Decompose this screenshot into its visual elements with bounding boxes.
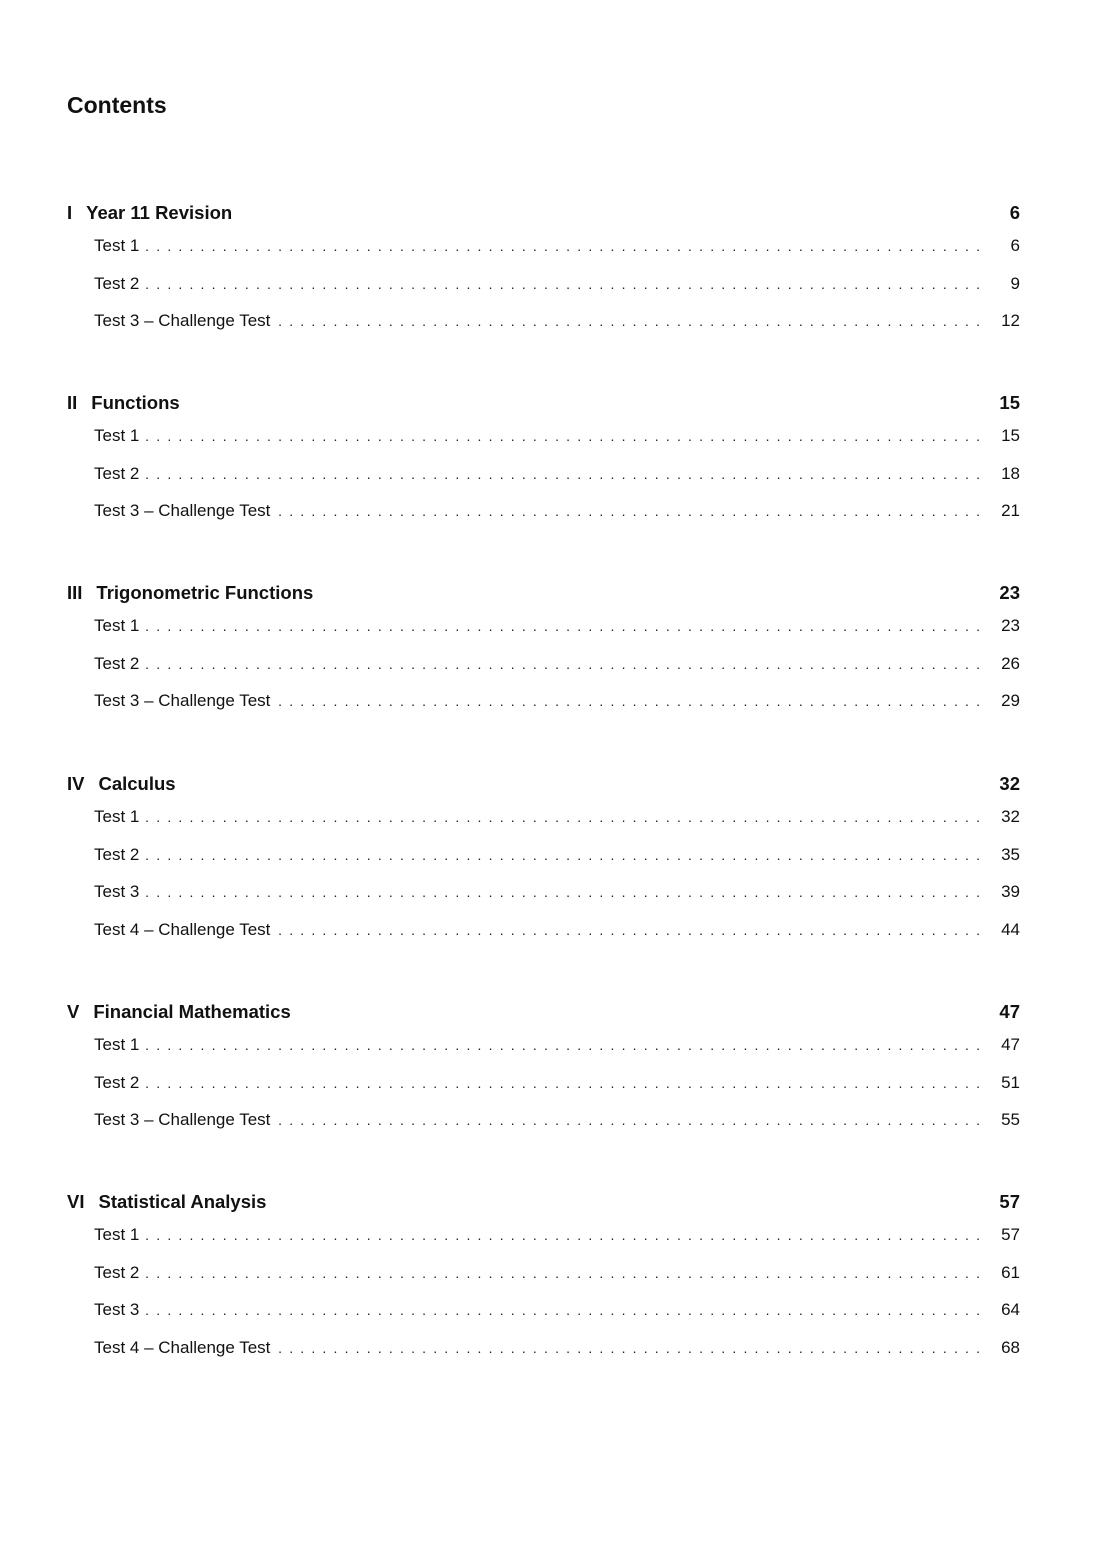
toc-part-heading[interactable] <box>67 1001 1020 1025</box>
part-title: Year 11 Revision <box>86 202 233 223</box>
part-page-number: 23 <box>999 582 1020 603</box>
entry-page-number: 23 <box>1001 616 1020 635</box>
entry-title: Test 4 – Challenge Test <box>94 1337 271 1357</box>
toc-entry[interactable] <box>94 1338 1020 1376</box>
dot-leader <box>276 503 980 519</box>
toc-entry[interactable] <box>94 1263 1020 1301</box>
entry-title: Test 1 <box>94 807 140 826</box>
entry-page-number: 18 <box>1001 463 1020 483</box>
toc-entries <box>67 1035 1020 1148</box>
dot-leader <box>145 656 980 672</box>
dot-leader <box>276 693 980 709</box>
dot-leader <box>145 809 980 825</box>
entry-title: Test 1 <box>94 1035 140 1054</box>
part-page-number: 57 <box>999 1191 1020 1212</box>
entry-title: Test 2 <box>94 844 140 864</box>
entry-page-number: 15 <box>1001 426 1020 445</box>
dot-leader <box>145 884 980 900</box>
dot-leader <box>145 1037 980 1053</box>
entry-page-number: 21 <box>1001 501 1020 520</box>
entry-page-number: 44 <box>1001 919 1020 939</box>
entry-page-number: 55 <box>1001 1110 1020 1129</box>
dot-leader <box>145 428 980 444</box>
dot-leader <box>145 276 980 292</box>
entry-title: Test 3 – Challenge Test <box>94 501 271 520</box>
dot-leader <box>145 1302 980 1318</box>
part-page-number: 6 <box>1009 202 1020 223</box>
dot-leader <box>145 1227 980 1243</box>
toc-entry[interactable] <box>94 464 1020 502</box>
toc-entries <box>67 1225 1020 1375</box>
entry-page-number: 29 <box>1001 691 1020 710</box>
toc-entry[interactable] <box>94 274 1020 312</box>
entry-title: Test 4 – Challenge Test <box>94 919 271 939</box>
toc-part-heading[interactable] <box>67 582 1020 606</box>
dot-leader <box>145 618 980 634</box>
toc-part <box>67 392 1020 539</box>
entry-title: Test 3 – Challenge Test <box>94 1110 271 1129</box>
dot-leader <box>276 922 980 938</box>
entry-page-number: 32 <box>1001 807 1020 826</box>
dot-leader <box>276 1112 980 1128</box>
toc-entry[interactable] <box>94 882 1020 920</box>
toc-part <box>67 582 1020 729</box>
toc-entry[interactable] <box>94 691 1020 729</box>
dot-leader <box>276 1340 980 1356</box>
toc-entries <box>67 807 1020 957</box>
part-number: VI <box>67 1191 85 1212</box>
toc-entry[interactable] <box>94 426 1020 464</box>
part-title: Trigonometric Functions <box>96 582 314 603</box>
part-page-number: 47 <box>999 1001 1020 1022</box>
entry-title: Test 3 <box>94 882 140 901</box>
part-page-number: 15 <box>999 392 1020 413</box>
toc-entry[interactable] <box>94 311 1020 349</box>
dot-leader <box>145 466 980 482</box>
entry-title: Test 1 <box>94 236 140 255</box>
toc-entry[interactable] <box>94 1110 1020 1148</box>
toc-entry[interactable] <box>94 1300 1020 1338</box>
part-number: IV <box>67 773 85 794</box>
toc-part-heading[interactable] <box>67 392 1020 416</box>
dot-leader <box>145 238 980 254</box>
entry-title: Test 2 <box>94 1072 140 1092</box>
toc-entry[interactable] <box>94 1073 1020 1111</box>
entry-title: Test 2 <box>94 273 140 293</box>
toc-entry[interactable] <box>94 501 1020 539</box>
toc-entries <box>67 426 1020 539</box>
part-page-number: 32 <box>999 773 1020 794</box>
toc-entry[interactable] <box>94 654 1020 692</box>
part-title: Functions <box>91 392 180 413</box>
toc-entries <box>67 236 1020 349</box>
toc-entry[interactable] <box>94 236 1020 274</box>
toc-part-heading[interactable] <box>67 773 1020 797</box>
toc-part-heading[interactable] <box>67 1191 1020 1215</box>
part-number: I <box>67 202 73 223</box>
part-title: Financial Mathematics <box>93 1001 291 1022</box>
entry-page-number: 64 <box>1001 1300 1020 1319</box>
entry-page-number: 26 <box>1001 653 1020 673</box>
part-number: V <box>67 1001 80 1022</box>
toc-part <box>67 202 1020 349</box>
entry-page-number: 47 <box>1001 1035 1020 1054</box>
toc-part <box>67 773 1020 957</box>
toc-part-heading[interactable] <box>67 202 1020 226</box>
toc-entries <box>67 616 1020 729</box>
toc-part <box>67 1191 1020 1375</box>
entry-title: Test 1 <box>94 1225 140 1244</box>
entry-page-number: 51 <box>1001 1072 1020 1092</box>
entry-page-number: 39 <box>1001 882 1020 901</box>
toc-entry[interactable] <box>94 920 1020 958</box>
entry-page-number: 35 <box>1001 844 1020 864</box>
entry-page-number: 12 <box>1001 311 1020 330</box>
toc-entry[interactable] <box>94 1035 1020 1073</box>
entry-title: Test 3 – Challenge Test <box>94 311 271 330</box>
dot-leader <box>145 1265 980 1281</box>
page-title: Contents <box>67 92 167 118</box>
part-number: II <box>67 392 78 413</box>
entry-page-number: 61 <box>1001 1262 1020 1282</box>
toc-entry[interactable] <box>94 616 1020 654</box>
entry-title: Test 1 <box>94 426 140 445</box>
dot-leader <box>145 847 980 863</box>
part-number: III <box>67 582 83 603</box>
toc-part <box>67 1001 1020 1148</box>
entry-page-number: 68 <box>1001 1337 1020 1357</box>
entry-title: Test 2 <box>94 1262 140 1282</box>
entry-page-number: 6 <box>1010 236 1020 255</box>
entry-title: Test 3 – Challenge Test <box>94 691 271 710</box>
dot-leader <box>145 1075 980 1091</box>
toc-entry[interactable] <box>94 1225 1020 1263</box>
part-title: Statistical Analysis <box>98 1191 267 1212</box>
toc-entry[interactable] <box>94 845 1020 883</box>
entry-title: Test 3 <box>94 1300 140 1319</box>
entry-page-number: 57 <box>1001 1225 1020 1244</box>
dot-leader <box>276 313 980 329</box>
entry-title: Test 2 <box>94 653 140 673</box>
toc-entry[interactable] <box>94 807 1020 845</box>
entry-title: Test 2 <box>94 463 140 483</box>
entry-title: Test 1 <box>94 616 140 635</box>
part-title: Calculus <box>98 773 176 794</box>
entry-page-number: 9 <box>1010 273 1020 293</box>
